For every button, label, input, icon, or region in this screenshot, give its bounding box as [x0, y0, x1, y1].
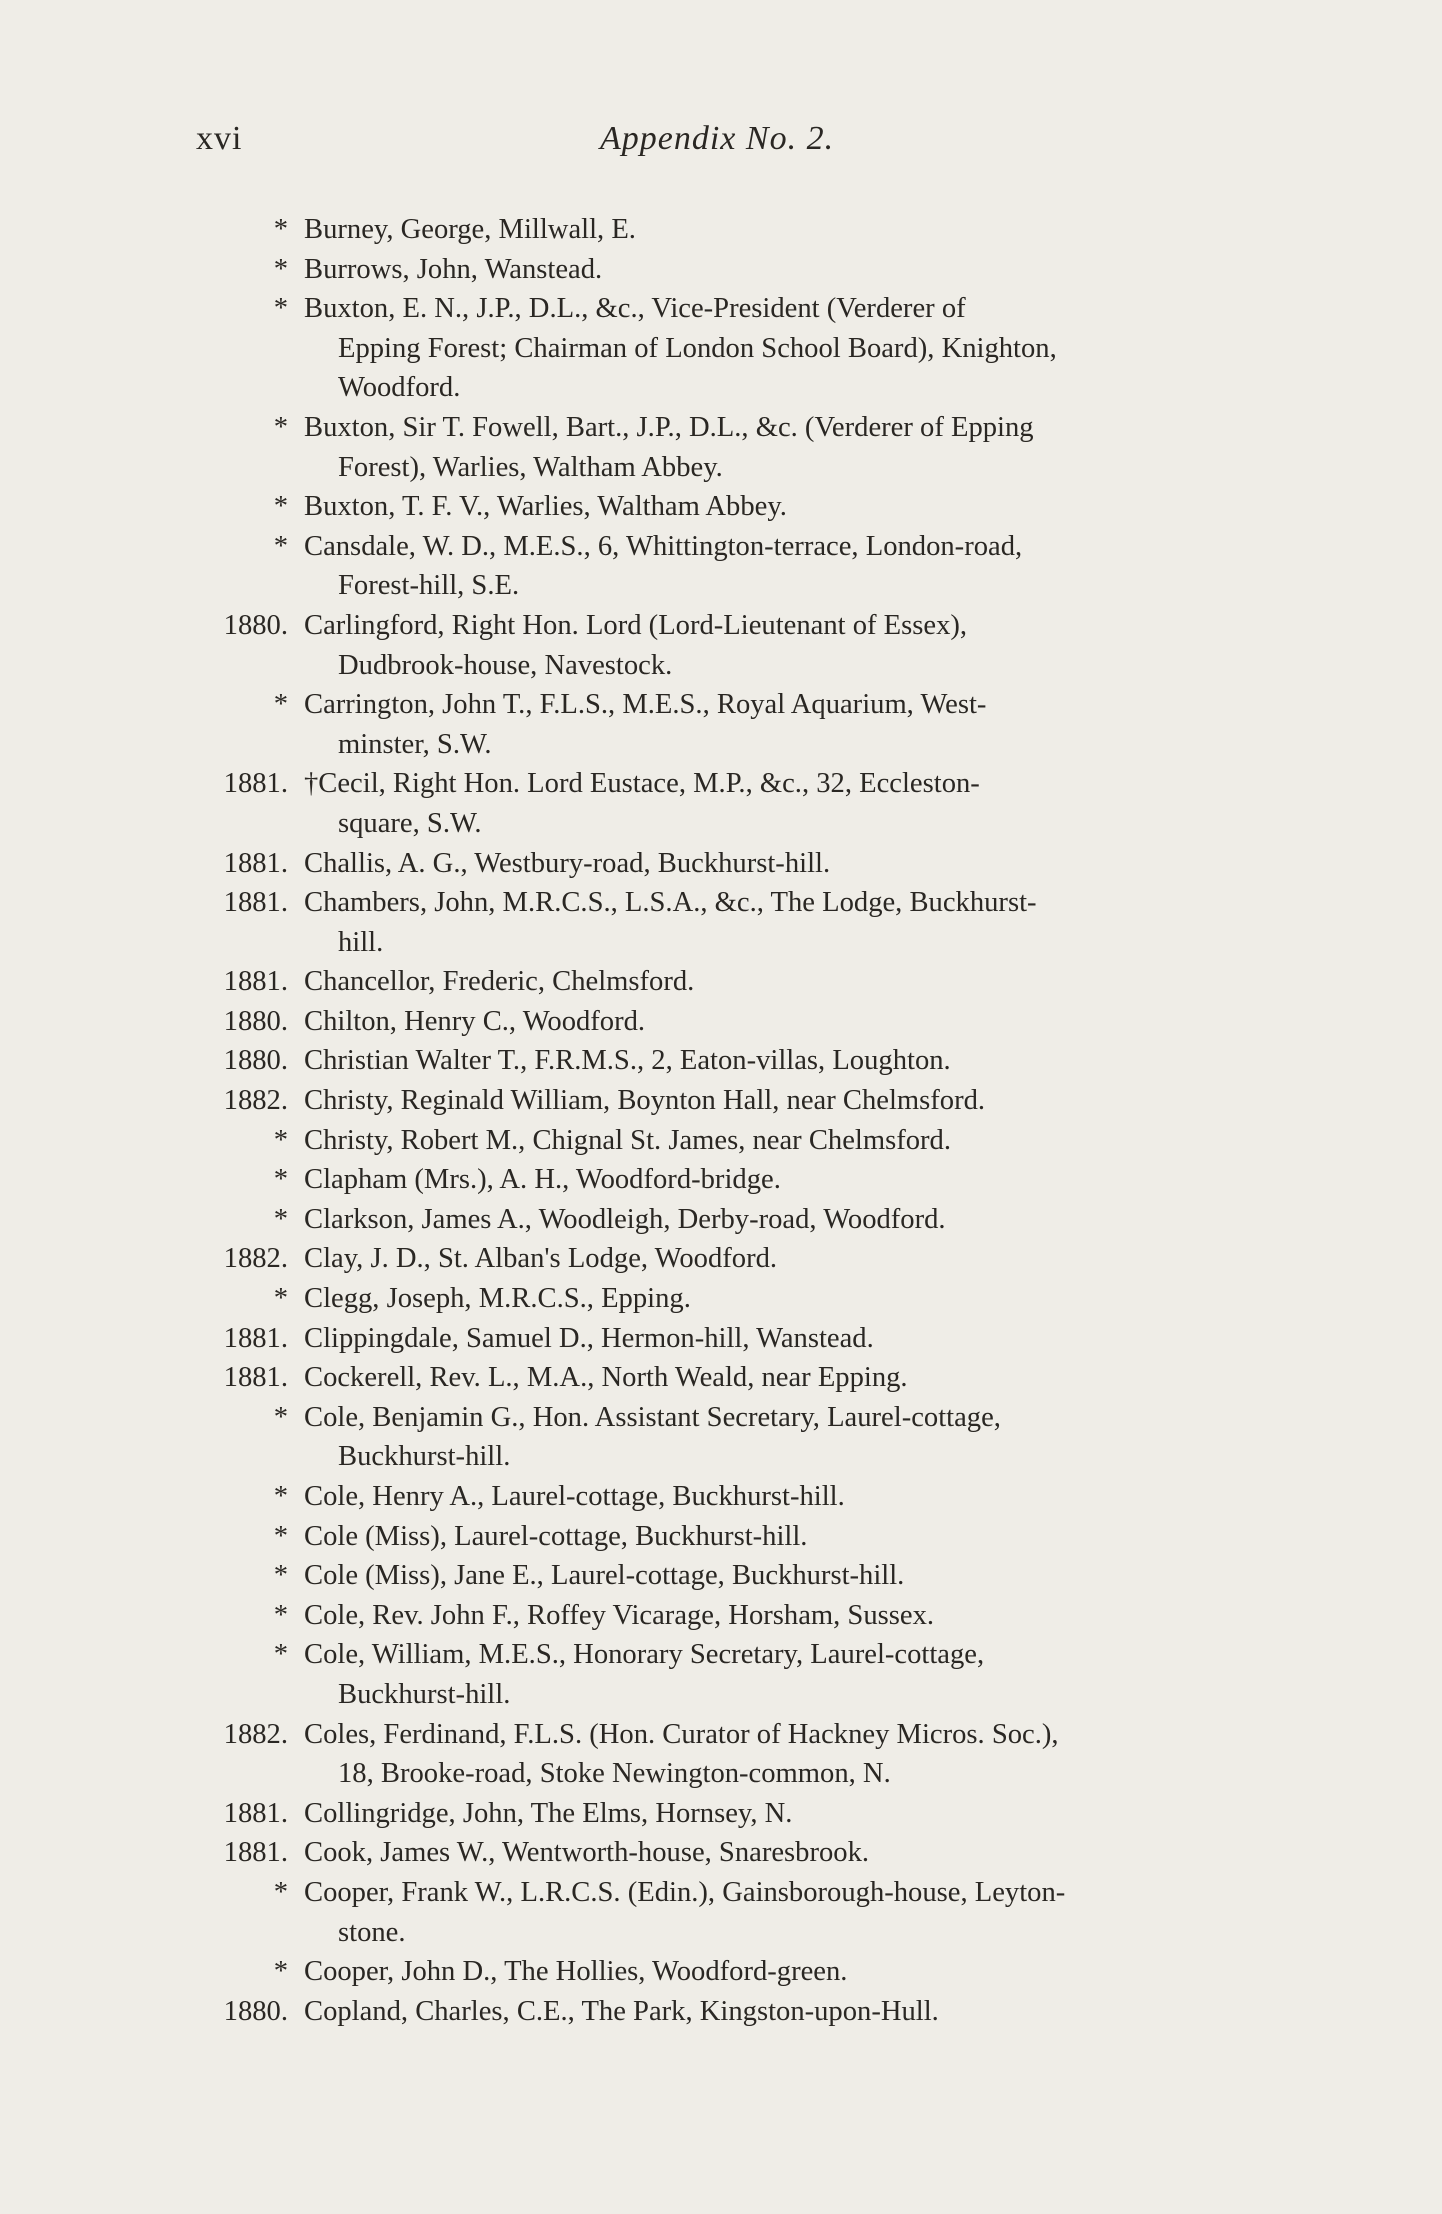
list-item — [180, 1279, 1250, 1319]
entry-line: Christy, Reginald William, Boynton Hall, near Chelmsford. — [304, 1085, 986, 1117]
member-list — [180, 210, 1250, 2031]
entry-line: Buxton, E. N., J.P., D.L., &c., Vice-President (Verderer of — [304, 293, 966, 325]
list-item — [180, 1833, 1250, 1873]
entry-line: Buxton, T. F. V., Warlies, Waltham Abbey. — [304, 491, 787, 523]
entry-text — [304, 1556, 1250, 1596]
entry-text — [304, 250, 1250, 290]
entry-year-or-mark: 1882. — [223, 1718, 288, 1750]
entry-continuation-line: minster, S.W. — [338, 728, 492, 760]
entry-year-or-mark: * — [273, 1124, 288, 1156]
entry-year-or-mark: * — [273, 1481, 288, 1512]
entry-continuation-line: 18, Brooke-road, Stoke Newington-common, N. — [338, 1758, 891, 1790]
entry-line: Cole, Henry A., Laurel-cottage, Buckhurst-hill. — [304, 1481, 845, 1512]
list-item — [180, 487, 1250, 527]
entry-text — [304, 1992, 1250, 2032]
entry-line: Burney, George, Millwall, E. — [304, 214, 636, 245]
list-item — [180, 527, 1250, 606]
list-item — [180, 606, 1250, 685]
entry-year-or-mark: * — [273, 1401, 288, 1433]
list-item — [180, 250, 1250, 290]
entry-text — [304, 764, 1250, 843]
running-title: Appendix No. 2. — [600, 120, 835, 157]
entry-year-or-mark: 1881. — [223, 768, 288, 800]
list-item — [180, 1398, 1250, 1477]
entry-year-or-mark: * — [273, 1203, 288, 1235]
entry-year-or-mark: * — [273, 689, 288, 721]
list-item — [180, 1992, 1250, 2032]
list-item — [180, 962, 1250, 1002]
entry-line: Clippingdale, Samuel D., Hermon-hill, Wanstead. — [304, 1322, 874, 1354]
entry-text — [304, 1398, 1250, 1477]
entry-year-or-mark: * — [273, 1639, 288, 1671]
entry-line: Clay, J. D., St. Alban's Lodge, Woodford. — [304, 1243, 778, 1275]
entry-line: Cole, Benjamin G., Hon. Assistant Secretary, Laurel-cottage, — [304, 1401, 1001, 1433]
list-item — [180, 764, 1250, 843]
entry-line: Chambers, John, M.R.C.S., L.S.A., &c., The Lodge, Buckhurst- — [304, 887, 1037, 919]
list-item — [180, 408, 1250, 487]
list-item — [180, 210, 1250, 250]
entry-year-or-mark: 1881. — [223, 1797, 288, 1829]
list-item — [180, 1715, 1250, 1794]
list-item — [180, 1556, 1250, 1596]
entry-text — [304, 1160, 1250, 1200]
list-item — [180, 1081, 1250, 1121]
list-item — [180, 1319, 1250, 1359]
entry-year-or-mark: 1880. — [223, 1005, 288, 1037]
entry-continuation-line: stone. — [338, 1916, 406, 1948]
entry-line: Cole (Miss), Laurel-cottage, Buckhurst-hill. — [304, 1520, 808, 1552]
list-item — [180, 1794, 1250, 1834]
entry-text — [304, 527, 1250, 606]
entry-continuation-line: Epping Forest; Chairman of London School Board), Knighton, — [338, 332, 1057, 364]
entry-line: Carrington, John T., F.L.S., M.E.S., Royal Aquarium, West- — [304, 689, 987, 721]
entry-line: Chilton, Henry C., Woodford. — [304, 1005, 646, 1037]
entry-year-or-mark: * — [273, 1599, 288, 1631]
list-item — [180, 883, 1250, 962]
entry-line: Cooper, John D., The Hollies, Woodford-green. — [304, 1956, 848, 1988]
entry-continuation-line: hill. — [338, 926, 384, 958]
list-item — [180, 1002, 1250, 1042]
entry-text — [304, 1596, 1250, 1636]
entry-year-or-mark: 1881. — [223, 847, 288, 879]
list-item — [180, 1596, 1250, 1636]
entry-text — [304, 1477, 1250, 1517]
entry-year-or-mark: 1880. — [223, 1045, 288, 1077]
entry-line: Clapham (Mrs.), A. H., Woodford-bridge. — [304, 1164, 781, 1196]
entry-year-or-mark: 1882. — [223, 1243, 288, 1275]
entry-text — [304, 1239, 1250, 1279]
list-item — [180, 1239, 1250, 1279]
entry-line: Cole (Miss), Jane E., Laurel-cottage, Buckhurst-hill. — [304, 1560, 905, 1592]
entry-continuation-line: Forest-hill, S.E. — [338, 570, 520, 602]
entry-text — [304, 210, 1250, 250]
entry-text — [304, 487, 1250, 527]
entry-year-or-mark: * — [273, 1164, 288, 1196]
entry-line: Carlingford, Right Hon. Lord (Lord-Lieutenant of Essex), — [304, 609, 968, 641]
entry-continuation-line: Woodford. — [338, 372, 461, 404]
entry-text — [304, 289, 1250, 408]
entry-year-or-mark: * — [273, 530, 288, 562]
entry-line: Chancellor, Frederic, Chelmsford. — [304, 966, 695, 998]
entry-year-or-mark: * — [273, 214, 288, 245]
entry-continuation-line: Dudbrook-house, Navestock. — [338, 649, 673, 681]
entry-text — [304, 1635, 1250, 1714]
entry-year-or-mark: * — [273, 1876, 288, 1908]
entry-year-or-mark: * — [273, 491, 288, 523]
entry-text — [304, 1873, 1250, 1952]
entry-line: Coles, Ferdinand, F.L.S. (Hon. Curator of Hackney Micros. Soc.), — [304, 1718, 1059, 1750]
entry-line: Clegg, Joseph, M.R.C.S., Epping. — [304, 1283, 691, 1315]
list-item — [180, 1358, 1250, 1398]
entry-text — [304, 1319, 1250, 1359]
list-item — [180, 1517, 1250, 1557]
entry-line: Collingridge, John, The Elms, Hornsey, N. — [304, 1797, 793, 1829]
entry-text — [304, 1081, 1250, 1121]
entry-text — [304, 1041, 1250, 1081]
list-item — [180, 1160, 1250, 1200]
entry-line: †Cecil, Right Hon. Lord Eustace, M.P., &c., 32, Eccleston- — [304, 768, 980, 800]
entry-text — [304, 1833, 1250, 1873]
entry-line: Cook, James W., Wentworth-house, Snaresbrook. — [304, 1837, 870, 1869]
entry-year-or-mark: * — [273, 1283, 288, 1315]
entry-line: Cole, William, M.E.S., Honorary Secretary, Laurel-cottage, — [304, 1639, 985, 1671]
entry-text — [304, 844, 1250, 884]
entry-year-or-mark: * — [273, 293, 288, 325]
entry-text — [304, 1200, 1250, 1240]
entry-text — [304, 606, 1250, 685]
entry-year-or-mark: * — [273, 253, 288, 285]
list-item — [180, 1873, 1250, 1952]
list-item — [180, 1200, 1250, 1240]
entry-line: Cole, Rev. John F., Roffey Vicarage, Horsham, Sussex. — [304, 1599, 935, 1631]
entry-year-or-mark: 1881. — [223, 887, 288, 919]
entry-year-or-mark: * — [273, 1520, 288, 1552]
entry-year-or-mark: 1881. — [223, 966, 288, 998]
entry-year-or-mark: 1881. — [223, 1322, 288, 1354]
entry-year-or-mark: 1881. — [223, 1837, 288, 1869]
list-item — [180, 1477, 1250, 1517]
entry-line: Christy, Robert M., Chignal St. James, near Chelmsford. — [304, 1124, 952, 1156]
entry-text — [304, 1358, 1250, 1398]
entry-text — [304, 1279, 1250, 1319]
entry-text — [304, 1794, 1250, 1834]
entry-text — [304, 1002, 1250, 1042]
list-item — [180, 1041, 1250, 1081]
entry-text — [304, 1121, 1250, 1161]
entry-line: Clarkson, James A., Woodleigh, Derby-road, Woodford. — [304, 1203, 946, 1235]
entry-year-or-mark: * — [273, 1956, 288, 1988]
list-item — [180, 289, 1250, 408]
page-header — [0, 120, 1442, 180]
entry-line: Cansdale, W. D., M.E.S., 6, Whittington-terrace, London-road, — [304, 530, 1023, 562]
entry-year-or-mark: 1882. — [223, 1085, 288, 1117]
list-item — [180, 844, 1250, 884]
entry-continuation-line: Buckhurst-hill. — [338, 1441, 511, 1473]
entry-line: Cockerell, Rev. L., M.A., North Weald, near Epping. — [304, 1362, 908, 1394]
entry-line: Burrows, John, Wanstead. — [304, 253, 603, 285]
entry-line: Buxton, Sir T. Fowell, Bart., J.P., D.L., &c. (Verderer of Epping — [304, 411, 1034, 443]
page-number: xvi — [196, 120, 243, 157]
entry-text — [304, 408, 1250, 487]
entry-text — [304, 1952, 1250, 1992]
entry-line: Christian Walter T., F.R.M.S., 2, Eaton-villas, Loughton. — [304, 1045, 951, 1077]
entry-continuation-line: Buckhurst-hill. — [338, 1678, 511, 1710]
entry-text — [304, 1517, 1250, 1557]
list-item — [180, 1952, 1250, 1992]
entry-year-or-mark: * — [273, 1560, 288, 1592]
entry-text — [304, 883, 1250, 962]
entry-line: Copland, Charles, C.E., The Park, Kingston-upon-Hull. — [304, 1995, 939, 2027]
entry-year-or-mark: 1881. — [223, 1362, 288, 1394]
entry-text — [304, 1715, 1250, 1794]
entry-text — [304, 962, 1250, 1002]
entry-line: Cooper, Frank W., L.R.C.S. (Edin.), Gainsborough-house, Leyton- — [304, 1876, 1066, 1908]
entry-year-or-mark: 1880. — [223, 1995, 288, 2027]
entry-continuation-line: Forest), Warlies, Waltham Abbey. — [338, 451, 723, 483]
entry-text — [304, 685, 1250, 764]
entry-continuation-line: square, S.W. — [338, 807, 482, 839]
list-item — [180, 1121, 1250, 1161]
entry-year-or-mark: 1880. — [223, 609, 288, 641]
list-item — [180, 685, 1250, 764]
list-item — [180, 1635, 1250, 1714]
entry-line: Challis, A. G., Westbury-road, Buckhurst-hill. — [304, 847, 831, 879]
entry-year-or-mark: * — [273, 411, 288, 443]
